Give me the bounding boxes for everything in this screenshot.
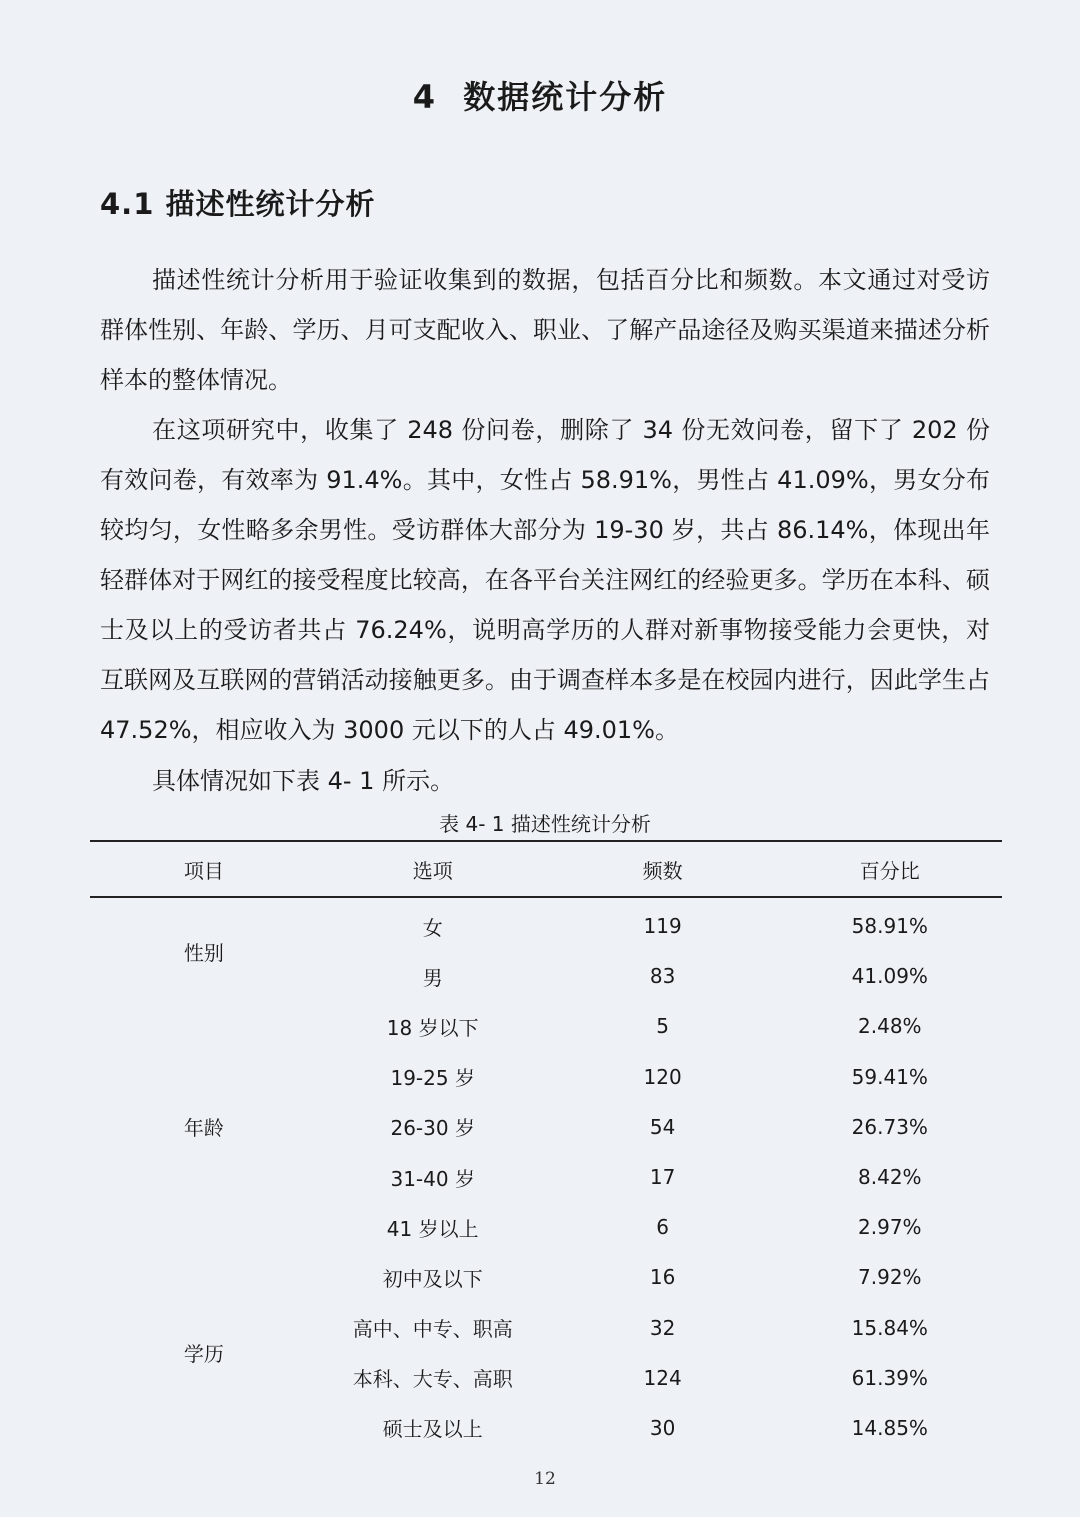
option-cell: 19-25 岁 [390,1066,475,1091]
group-label: 学历 [183,1342,224,1367]
header-item: 项目 [90,841,318,897]
option-cell: 男 [422,965,443,990]
percent-cell: 61.39% [851,1365,928,1390]
count-cell: 124 [643,1365,682,1390]
header-option: 选项 [318,841,548,897]
count-cell: 16 [649,1265,676,1290]
count-cell: 120 [643,1064,682,1089]
chapter-title: 4 数据统计分析 [412,78,668,116]
count-cell: 30 [649,1415,676,1440]
count-cell: 6 [656,1215,669,1240]
percent-cell: 2.48% [858,1014,922,1039]
option-cell: 高中、中专、职高 [352,1317,513,1342]
option-cell: 初中及以下 [382,1266,483,1291]
table-row [90,1252,1002,1302]
count-cell: 5 [656,1014,669,1039]
percent-cell: 7.92% [858,1265,922,1290]
section-title: 4.1 描述性统计分析 [100,187,376,221]
count-cell: 83 [649,964,676,989]
paragraph-intro [100,255,990,405]
option-cell: 41 岁以上 [386,1216,479,1241]
percent-cell: 2.97% [858,1215,922,1240]
group-label: 年龄 [183,1116,224,1141]
paragraph-table-ref [100,756,990,806]
table-row [90,1001,1002,1051]
paragraph-findings [100,405,990,755]
option-cell: 硕士及以上 [382,1417,483,1442]
option-cell: 本科、大专、高职 [352,1367,513,1392]
percent-cell: 8.42% [858,1165,922,1190]
stats-table [90,840,1002,1453]
percent-cell: 58.91% [851,914,928,939]
option-cell: 26-30 岁 [390,1116,475,1141]
header-percent: 百分比 [778,841,1002,897]
percent-cell: 14.85% [851,1415,928,1440]
percent-cell: 59.41% [851,1064,928,1089]
percent-cell: 26.73% [851,1114,928,1139]
option-cell: 31-40 岁 [390,1166,475,1191]
option-cell: 18 岁以下 [386,1015,479,1040]
option-cell: 女 [422,915,443,940]
table-header-row [90,841,1002,897]
table-caption: 表 4- 1 描述性统计分析 [439,812,651,836]
count-cell: 54 [649,1114,676,1139]
percent-cell: 15.84% [851,1315,928,1340]
table-row [90,897,1002,951]
count-cell: 119 [643,914,682,939]
count-cell: 32 [649,1315,676,1340]
group-label: 性别 [183,940,224,965]
count-cell: 17 [649,1165,676,1190]
paragraph-text: 在这项研究中，收集了 248 份问卷，删除了 34 份无效问卷，留下了 202 份有效问卷，有效率为 91.4%。其中，女性占 58.91%，男性占 41.09%，男女分布较均匀，女性略多余男性。受访群体大部分为 19-30 岁，共占 86.14%，体现出年轻群体对于网红的接受程度比较高，在各平台关注网红的经验更多。学历在本科、硕士及以上的受访者共占 76.24%，说明高学历的人群对新事物接受能力会更快，对互联网及互联网的营销活动接触更多。由于调查样本多是在校园内进行，因此学生占 47.52%，相应收入为 3000 元以下的人占 49.01%。 [100,416,990,744]
paragraph-text: 描述性统计分析用于验证收集到的数据，包括百分比和频数。本文通过对受访群体性别、年龄、学历、月可支配收入、职业、了解产品途径及购买渠道来描述分析样本的整体情况。 [100,266,990,394]
page-number: 12 [534,1469,556,1489]
header-count: 频数 [548,841,778,897]
paragraph-text: 具体情况如下表 4- 1 所示。 [152,767,455,795]
percent-cell: 41.09% [851,964,928,989]
